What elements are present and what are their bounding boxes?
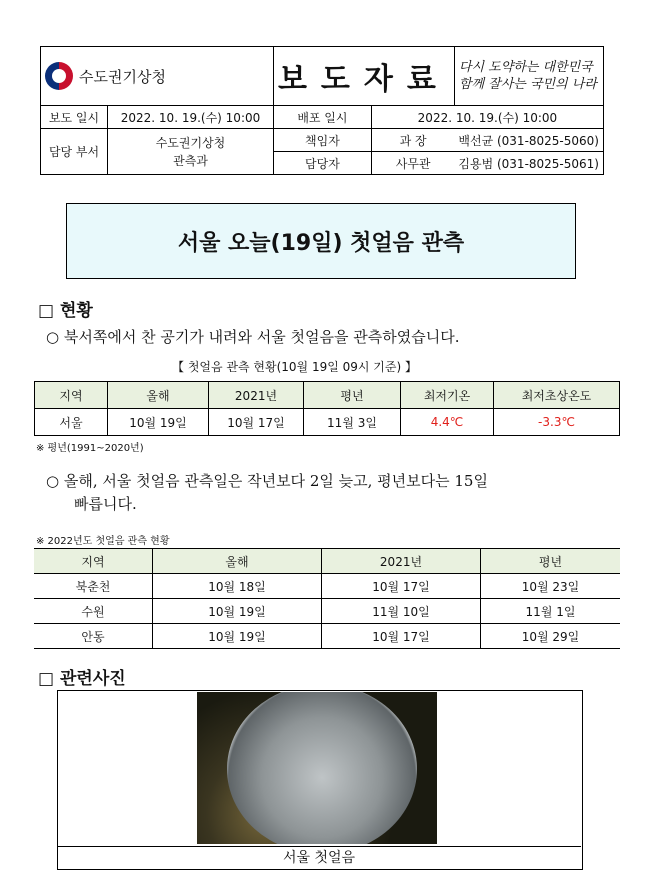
- dept-line1: 수도권기상청: [155, 135, 226, 150]
- section-heading-photo: □ 관련사진: [38, 669, 126, 689]
- slogan-line1: 다시 도약하는 대한민국: [458, 60, 593, 75]
- t1-2021: 10월 17일: [209, 409, 304, 436]
- t1-header-min-temp: 최저기온: [401, 382, 494, 409]
- table-row: [34, 599, 620, 624]
- t2-r2-region: 안동: [34, 624, 153, 649]
- pan-image: [227, 692, 417, 844]
- t2-r2-this-year: 10월 19일: [153, 624, 322, 649]
- t1-header-2021: 2021년: [209, 382, 304, 409]
- t1-region: 서울: [35, 409, 108, 436]
- status-paragraph-2-line2: 빠릅니다.: [74, 495, 137, 513]
- t1-header-region: 지역: [35, 382, 108, 409]
- t1-normal: 11월 3일: [304, 409, 401, 436]
- agency-name: 수도권기상청: [79, 67, 166, 86]
- t2-r1-normal: 11월 1일: [481, 599, 621, 624]
- taegeuk-logo-icon: [45, 62, 73, 90]
- t2-r1-2021: 11월 10일: [322, 599, 481, 624]
- t1-header-this-year: 올해: [108, 382, 209, 409]
- dept-line2: 관측과: [173, 153, 208, 168]
- press-title: 서울 오늘(19일) 첫얼음 관측: [66, 203, 576, 279]
- agency-logo-cell: [41, 47, 274, 106]
- t1-min-temp: 4.4℃: [401, 409, 494, 436]
- t2-r0-this-year: 10월 18일: [153, 574, 322, 599]
- t2-r2-normal: 10월 29일: [481, 624, 621, 649]
- t2-r1-this-year: 10월 19일: [153, 599, 322, 624]
- slogan-line2: 함께 잘사는 국민의 나라: [458, 77, 597, 92]
- distribute-date: 2022. 10. 19.(수) 10:00: [371, 106, 603, 129]
- dept-label: 담당 부서: [41, 129, 108, 175]
- seoul-ice-table: [34, 381, 620, 436]
- t1-this-year: 10월 19일: [108, 409, 209, 436]
- t1-header-normal: 평년: [304, 382, 401, 409]
- normal-period-note: ※ 평년(1991~2020년): [36, 443, 144, 454]
- table-row: [34, 624, 620, 649]
- resp-name: 백선균 (031-8025-5060): [454, 129, 603, 152]
- press-header: [40, 46, 604, 175]
- report-date-label: 보도 일시: [41, 106, 108, 129]
- t2-header-region: 지역: [34, 549, 153, 574]
- regional-ice-table: [34, 548, 620, 649]
- t2-r0-region: 북춘천: [34, 574, 153, 599]
- resp-title: 과 장: [371, 129, 454, 152]
- t2-r0-2021: 10월 17일: [322, 574, 481, 599]
- status-paragraph-2-line1: ○ 올해, 서울 첫얼음 관측일은 작년보다 2일 늦고, 평년보다는 15일: [46, 472, 488, 490]
- t2-r2-2021: 10월 17일: [322, 624, 481, 649]
- doc-type-title: 보도자료: [273, 47, 454, 106]
- resp-label: 책임자: [273, 129, 371, 152]
- t1-min-grass-temp: -3.3℃: [494, 409, 620, 436]
- t1-header-min-grass-temp: 최저초상온도: [494, 382, 620, 409]
- t2-header-normal: 평년: [481, 549, 621, 574]
- ice-pan-photo: [197, 692, 437, 844]
- staff-label: 담당자: [273, 152, 371, 175]
- table1-title: 【 첫얼음 관측 현황(10월 19일 09시 기준) 】: [172, 360, 417, 374]
- table-row: [35, 409, 620, 436]
- staff-name: 김용범 (031-8025-5061): [454, 152, 603, 175]
- slogan-cell: [454, 47, 603, 106]
- distribute-label: 배포 일시: [273, 106, 371, 129]
- staff-title: 사무관: [371, 152, 454, 175]
- table2-note: ※ 2022년도 첫얼음 관측 현황: [36, 536, 170, 547]
- table-row: [34, 574, 620, 599]
- report-date: 2022. 10. 19.(수) 10:00: [108, 106, 274, 129]
- photo-caption: 서울 첫얼음: [57, 846, 581, 869]
- t2-header-this-year: 올해: [153, 549, 322, 574]
- section-heading-status: □ 현황: [38, 301, 93, 321]
- t2-r0-normal: 10월 23일: [481, 574, 621, 599]
- status-paragraph-1: ○ 북서쪽에서 찬 공기가 내려와 서울 첫얼음을 관측하였습니다.: [46, 328, 460, 346]
- t2-r1-region: 수원: [34, 599, 153, 624]
- dept-cell: [108, 129, 274, 175]
- t2-header-2021: 2021년: [322, 549, 481, 574]
